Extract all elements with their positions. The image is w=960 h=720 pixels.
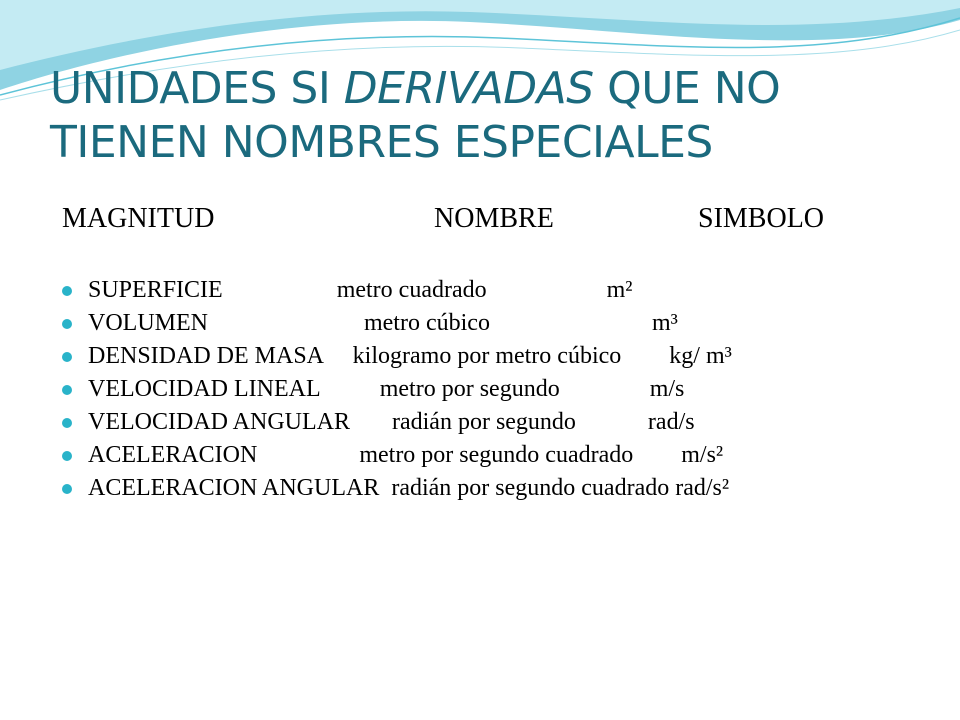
bullet-icon	[62, 484, 72, 494]
list-item-text: VELOCIDAD LINEAL metro por segundo m/s	[88, 376, 685, 402]
list-item	[62, 377, 902, 402]
slide-title	[50, 62, 930, 170]
list-item	[62, 410, 902, 435]
bullet-icon	[62, 385, 72, 395]
list-item	[62, 443, 902, 468]
bullet-icon	[62, 418, 72, 428]
title-italic-word: DERIVADAS	[343, 63, 594, 114]
bullet-icon	[62, 451, 72, 461]
bullet-icon	[62, 352, 72, 362]
list-item-text: VOLUMEN metro cúbico m³	[88, 310, 678, 336]
list-item	[62, 311, 902, 336]
list-item	[62, 476, 902, 501]
list-item-text: ACELERACION ANGULAR radián por segundo cuadrado rad/s²	[88, 475, 730, 501]
list-item-text: DENSIDAD DE MASA kilogramo por metro cúbico kg/ m³	[88, 343, 732, 369]
bullet-icon	[62, 286, 72, 296]
title-part-1: UNIDADES SI	[50, 63, 344, 114]
column-header-magnitud: MAGNITUD	[62, 203, 215, 234]
list-item-text: VELOCIDAD ANGULAR radián por segundo rad/s	[88, 409, 695, 435]
column-header-nombre: NOMBRE	[434, 203, 554, 234]
column-header-simbolo: SIMBOLO	[698, 203, 825, 234]
list-item	[62, 278, 902, 303]
units-list	[62, 278, 902, 509]
list-item-text: ACELERACION metro por segundo cuadrado m/s²	[88, 442, 724, 468]
bullet-icon	[62, 319, 72, 329]
list-item	[62, 344, 902, 369]
list-item-text: SUPERFICIE metro cuadrado m²	[88, 277, 633, 303]
title-part-2: QUE NO TIENEN NOMBRES ESPECIALES	[50, 63, 781, 168]
